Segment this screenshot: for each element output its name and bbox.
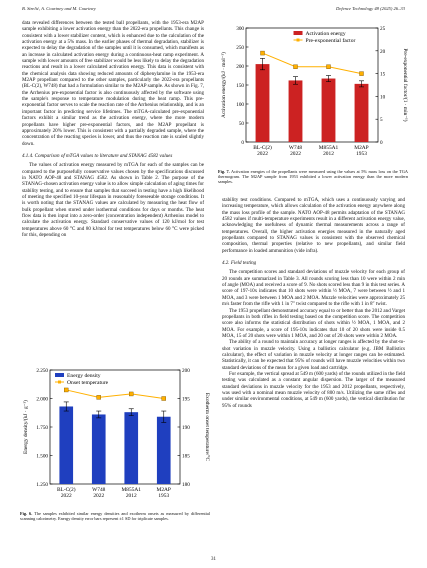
c7-series2-marker xyxy=(294,65,298,69)
c6-bar xyxy=(157,417,171,484)
c7-x-tick-label: M855A1 xyxy=(318,145,339,151)
c7-x-tick-label: 1953 xyxy=(356,151,367,157)
c6-y-tick-label: 1.250 xyxy=(36,482,48,488)
c7-legend-marker-2 xyxy=(297,39,300,42)
c6-series2-marker xyxy=(129,392,133,396)
section-heading-4-2: 4.2. Field testing xyxy=(222,260,257,267)
c7-y-tick-label: 50 xyxy=(238,121,244,127)
figure-7-caption-label: Fig. 7. xyxy=(218,169,230,174)
page-number: 31 xyxy=(211,557,216,562)
right-para-4: The ability of a round to maintain accuracy at longer ranges is affected by the shot-to-shot variation in muzzle velocity. Using a ballistics calculator (e.g. JBM Ballistics calculator), the effect of variation in muzzle velocity at longer ranges can be estimated. Statistically, it can be expected that 95% of rounds will have muzzle velocities within two standard deviations of the mean for a given load and cartridge. xyxy=(222,339,405,371)
c6-y2-tick-label: 195 xyxy=(182,396,190,403)
c6-y-tick-label: 1.750 xyxy=(36,425,48,431)
c7-y2-axis-label: Pre-exponential factor/(1 · min⁻¹) xyxy=(402,48,408,122)
c7-y2-tick-label: 0 xyxy=(380,140,383,146)
c7-bar xyxy=(256,64,270,142)
c7-y2-tick-label: 25 xyxy=(380,26,386,32)
c7-y-tick-label: 0 xyxy=(241,140,244,146)
c7-x-tick-label: W748 xyxy=(288,145,303,151)
c6-series2-marker xyxy=(162,397,166,401)
c7-legend-swatch-1 xyxy=(294,31,303,35)
c6-x-tick-label: 2012 xyxy=(125,493,137,499)
c6-legend-marker-2 xyxy=(58,381,61,384)
c6-y2-tick-label: 190 xyxy=(182,425,190,431)
c7-y-tick-label: 200 xyxy=(236,64,244,70)
c7-bar xyxy=(322,79,336,142)
left-column xyxy=(22,20,204,238)
c6-legend-label-1: Energy density xyxy=(67,373,101,379)
c7-series2-line xyxy=(263,53,362,74)
header-journal: Defence Technology 48 (2025) 26–33 xyxy=(336,6,405,11)
c7-x-tick-label: M2AP xyxy=(354,145,369,151)
c6-bar xyxy=(124,412,138,484)
c6-y-tick-label: 1.500 xyxy=(36,453,48,460)
c6-series2-marker xyxy=(64,388,68,392)
header-authors: B. Strelić, A. Courtney and M. Courtney xyxy=(22,6,96,11)
figure-7-caption-text: Activation energies of the propellants were measured using the values at 5% mass loss on the TGA thermogram. The M2AP sample from 1953 exhibited a lower activation energy than the more modern samples. xyxy=(218,169,408,185)
left-para-2: The values of activation energy measured by mTGA for each of the samples can be compared to the purposefully conservative values chosen by the specifications discussed in NATO AOP-48 and STANAG 4582. As shown in Table 2. The purpose of the STANAG-chosen activation energy value is to allow simple calculation of aging times for stability testing, and to ensure that samples that succeed in testing have a high likelihood of meeting the specified 10-year lifespan in reasonably foreseeable storage conditions. It is worth noting that the STANAG values are calculated by measuring the heat flow of bulk propellant when stored under isothermal conditions for days or months. The heat flow data is then input into a zero-order (concentration independent) Arrhenius model to calculate the activation energy. Standard conservative values of 120 kJ/mol for test temperatures above 60 °C and 80 kJ/mol for test temperatures below 60 °C were picked for this, depending on xyxy=(22,162,204,238)
c6-x-tick-label: 2022 xyxy=(93,493,105,499)
figure-6 xyxy=(20,364,210,521)
c7-series2-marker xyxy=(327,65,331,69)
c6-bar xyxy=(59,406,73,484)
c7-series2-marker xyxy=(360,72,364,76)
c7-y-tick-label: 250 xyxy=(236,45,244,51)
c7-legend-label-2: Pre-exponential factor xyxy=(305,38,356,44)
left-para-1: data revealed differences between the tested ball propellants, with the 1953-era M2AP sample exhibiting a lower activation energy than the 2022-era propellants. This change is consistent with a lower stabilizer content, which is enhanced due to the calculation of the activation energy at a 5% mass. In the earlier phases of thermal degradation, stabilizer is expected to delay the degradation of the samples until it is consumed, which manifests as an increase in calculated activation energy during a continuous-heat ramp experiment. A sample with lower amounts of free stabilizer would be less likely to delay the degradation reactions and result in a lower calculated activation energy. This data is consistent with the chemical analysis data showing reduced amounts of diphenylamine in the 1953-era M2AP propellant compared to the other samples, particularly the 2022-era propellants (BL-C(2), W748) that had a formulation similar to the M2AP sample. As shown in Fig. 7, the Arrhenius pre-exponential factor is also continuously affected by the software using the sample's response to temperature modulation during the heat ramp. This pre-exponential factor serves to scale the reaction rate of the Arrhenius relationship, and is an important factor in predicting service lifetimes. The mTGA-calculated pre-exponential factors exhibit a similar trend as the activation energy, where the more modern propellants have higher pre-exponential factors, and the M2AP propellant is approximately 20% lower. This is consistent with a partially degraded sample, where the concentration of the reacting species is lower, and thus the reaction rate is scaled slightly down. xyxy=(22,20,204,147)
figure-7-chart xyxy=(218,20,408,162)
c6-x-tick-label: M2AP xyxy=(156,487,171,493)
figure-6-caption xyxy=(20,511,210,521)
c7-bar xyxy=(355,84,369,142)
c7-bar xyxy=(289,80,303,142)
c7-y-tick-label: 150 xyxy=(236,83,244,89)
c7-legend-label-1: Activation energy xyxy=(305,31,346,37)
c6-x-tick-label: BL-C(2) xyxy=(56,487,76,493)
c7-x-tick-label: 2022 xyxy=(290,151,301,157)
c6-y2-tick-label: 185 xyxy=(182,453,190,460)
right-para-2: The competition scores and standard deviations of muzzle velocity for each group of 20 rounds are summarized in Table 3. All rounds scoring less than 10 were within 2 min of angle (MOA) and received a score of 9. No shots scored less than 9 in this test series. A score of 197-10x indicates that 10 shots were within ½ MOA, 7 were between ½ and 1 MOA, and 3 were between 1 MOA and 2 MOA. Muzzle velocities were approximately 25 m/s faster from the rifle with 1 in 7″ twist compared to the rifle with 1 in 8″ twist. xyxy=(222,269,405,308)
c7-y-axis-label: Activation energy/(kJ · mol⁻¹) xyxy=(221,52,227,118)
c6-bar xyxy=(92,414,106,484)
c6-x-tick-label: 2022 xyxy=(60,493,72,499)
c7-x-tick-label: BL-C(2) xyxy=(253,145,272,151)
c7-y2-tick-label: 5 xyxy=(380,117,383,124)
right-para-5: For example, the vertical spread at 549 m (600 yards) of the rounds utilized in the field testing was calculated as a constant angular dispersion. The larger of the measured standard deviations in muzzle velocity for the 1953 and 2012 propellants, respectively, was used with a nominal mean muzzle velocity of 800 m/s. Utilizing the same rifles and under similar environmental conditions, at 549 m (600 yards), the vertical distribution for 95% of rounds xyxy=(222,370,405,409)
running-header xyxy=(22,6,405,16)
figure-7 xyxy=(218,20,408,185)
figure-6-chart xyxy=(20,364,210,504)
c7-y-tick-label: 300 xyxy=(236,26,244,32)
c7-x-tick-label: 2012 xyxy=(323,151,334,157)
section-heading-4-1-4: 4.1.4. Comparison of mTGA values to literature and STANAG 4582 values xyxy=(22,152,173,159)
right-para-3: The 1953 propellant demonstrated accuracy equal to or better than the 2012 and Varget propellants in both rifles in field testing based on the competition score. The competition score also informs the statistical distribution of shots within ½ MOA, 1 MOA, and 2 MOA. For example, a score of 195-10x indicates that 10 of 20 shots were inside 0.5 MOA, 15 of 20 shots were within 1 MOA, and 20 out of 20 shots were within 2 MOA. xyxy=(222,307,405,339)
c6-series2-line xyxy=(66,390,164,399)
c6-y-axis-label: Energy density/(kJ · g⁻¹) xyxy=(23,400,29,454)
c6-y-tick-label: 2.000 xyxy=(36,396,48,403)
c6-series2-marker xyxy=(97,395,101,399)
c7-y2-tick-label: 20 xyxy=(380,48,386,55)
c7-y2-tick-label: 15 xyxy=(380,71,386,78)
c6-x-tick-label: 1953 xyxy=(158,493,170,499)
figure-7-caption xyxy=(218,169,408,185)
c7-series2-marker xyxy=(261,51,265,55)
c6-y2-axis-label: Exotherm onset temperature/°C xyxy=(204,392,210,462)
c6-x-tick-label: W748 xyxy=(92,487,106,493)
c6-legend-label-2: Onset temperature xyxy=(67,380,109,386)
c7-y-tick-label: 100 xyxy=(236,102,244,108)
figure-6-caption-text: The samples exhibited similar energy densities and exotherm onsets as measured by differential scanning calorimetry. Energy density error bars represent ±1 SD for triplicate samples. xyxy=(20,511,210,522)
right-para-1: stability test conditions. Compared to mTGA, which uses a continuously varying and increasing temperature, which allows calculation of the activation energy anywhere along the mass loss profile of the sample. NATO AOP-48 permits adaptation of the STANAG 4582 values if multi-temperature experiments result in a different activation energy value, acknowledging the usefulness of dynamic thermal measurements across a range of temperatures. Overall, the higher activation energies measured in the naturally aged propellants compared to STANAG values is consistent with the observed chemical composition, thermal properties (relative to new propellants), and similar field performance in loaded ammunition (vide infra). xyxy=(222,197,405,254)
c6-y2-tick-label: 200 xyxy=(182,368,190,374)
right-column xyxy=(222,197,405,409)
c6-legend-swatch-1 xyxy=(55,373,64,377)
c6-y2-tick-label: 180 xyxy=(182,482,190,488)
c7-y2-tick-label: 10 xyxy=(380,94,386,101)
c6-y-tick-label: 2.250 xyxy=(36,368,48,374)
c6-x-tick-label: M855A1 xyxy=(121,487,141,493)
figure-6-caption-label: Fig. 6. xyxy=(20,511,33,516)
c7-x-tick-label: 2022 xyxy=(257,151,268,157)
